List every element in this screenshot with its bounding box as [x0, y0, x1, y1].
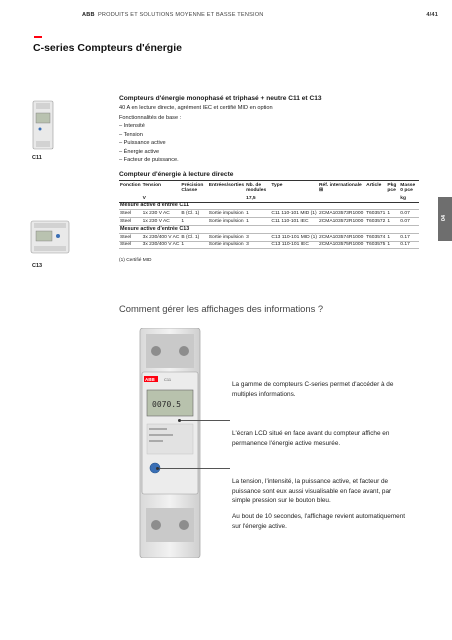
table-cell: C11 110-101 IEC [270, 218, 318, 226]
leader-dot-button [156, 467, 159, 470]
table-cell: T603575 [366, 242, 386, 248]
table-cell: T603572 [366, 218, 386, 224]
unit-cell [270, 195, 318, 202]
table-row [119, 233, 419, 241]
leader-line-button [158, 468, 230, 469]
function-item: – Intensité [119, 122, 419, 131]
section1-heading: Compteurs d'énergie monophasé et triphasé + neutre C11 et C13 [119, 95, 322, 102]
table-cell: Steel [119, 241, 142, 249]
col-header: Type [271, 182, 283, 188]
table-cell: 1 [180, 218, 207, 226]
col-header: Réf. internationale ⊞ [319, 182, 362, 194]
table-title: Compteur d'énergie à lecture directe [119, 171, 419, 181]
functions-list [119, 122, 419, 165]
unit-cell [318, 195, 365, 202]
unit-cell: kg [399, 195, 419, 202]
table-cell: C13 110-101 MID (1) [271, 234, 317, 240]
table-header-row [119, 182, 419, 195]
callout-range: La gamme de compteurs C-series permet d'accéder à de multiples informations. [232, 381, 394, 398]
title-accent-dash [34, 36, 42, 38]
table-cell: 2CMA103575R1000 [319, 242, 364, 248]
table-cell: B (Cl. 1) [180, 233, 207, 241]
table-cell: 1 [245, 210, 270, 218]
table-cell: T603574 [366, 234, 386, 240]
table-cell: 1 [180, 241, 207, 249]
table-cell: 3 [245, 241, 270, 249]
table-cell: 1 [386, 241, 399, 249]
unit-cell: V [142, 195, 181, 202]
product-description [119, 95, 419, 165]
table-cell: Sortie impulsion [208, 218, 244, 224]
table-group-row [119, 225, 419, 233]
col-header: Masse 0 pce [400, 182, 416, 194]
table-row [119, 218, 419, 226]
col-header: Précision Classe [181, 182, 204, 194]
table-row [119, 210, 419, 218]
unit-cell [365, 195, 386, 202]
table-cell: Sortie impulsion [208, 211, 244, 217]
table-cell: 1x 230 V AC [142, 218, 181, 226]
lcd-readout: 0070.5 [152, 400, 181, 409]
table-cell: C11 110-101 MID (1) [271, 211, 317, 217]
table-cell: Steel [119, 233, 142, 241]
table-cell: 0.07 [399, 210, 419, 218]
callout-button: La tension, l'intensité, la puissance active, et facteur de puissance sont eux aussi visualisable en face avant, par simple pression sur le bouton bleu. [232, 478, 392, 505]
unit-cell [180, 195, 207, 202]
unit-cell: 17,5 [245, 195, 270, 202]
table-footnote: (1) Certifié MID [119, 258, 152, 263]
table-cell: Sortie impulsion [208, 234, 244, 240]
leader-line-lcd [180, 420, 230, 421]
meter-illustration [120, 328, 220, 558]
units-row [119, 195, 419, 202]
col-header: Pkg pce [387, 182, 397, 194]
table-cell: T603571 [366, 211, 386, 217]
table-cell: 3x 230/400 V AC [142, 234, 180, 240]
page-number: 4/41 [426, 12, 438, 18]
table-cell: 3 [245, 233, 270, 241]
c13-label: C13 [32, 263, 43, 269]
callout-timeout: Au bout de 10 secondes, l'affichage revient automatiquement sur l'énergie active. [232, 513, 406, 530]
table-cell: 0.07 [399, 218, 419, 226]
table-cell: 1 [386, 210, 399, 218]
chapter-tab [438, 197, 452, 241]
chapter-number: 04 [441, 214, 448, 222]
table-group-row [119, 202, 419, 210]
table-cell: 1 [245, 218, 270, 226]
table-cell: 0.17 [399, 233, 419, 241]
function-item: – Facteur de puissance. [119, 156, 419, 165]
functions-title: Fonctionnalités de base : [119, 115, 182, 121]
device-model: C11 [164, 377, 172, 382]
function-item: – Puissance active [119, 139, 419, 148]
table-cell: 3x 230/400 V AC [142, 242, 180, 248]
table-cell: Sortie impulsion [208, 242, 244, 248]
col-header: Article [366, 182, 382, 188]
table-cell: 1x 230 V AC [142, 210, 181, 218]
table-cell: B (Cl. 1) [180, 210, 207, 218]
header-subtitle: PRODUITS ET SOLUTIONS MOYENNE ET BASSE TENSION [98, 12, 264, 18]
table-cell: 2CMA103573R1000 [319, 211, 364, 217]
table-cell: C13 110-101 IEC [270, 241, 318, 249]
c11-meter-image [32, 100, 54, 150]
group-label: Mesure active d'entrée C11 [119, 202, 419, 210]
c13-meter-image [30, 217, 70, 257]
page-title: C-series Compteurs d'énergie [33, 42, 182, 54]
col-header: Entrées/sorties [208, 182, 245, 188]
table-cell: 1 [386, 218, 399, 226]
c11-label: C11 [32, 155, 42, 161]
group-label: Mesure active d'entrée C13 [119, 225, 419, 233]
table-cell: 1 [386, 233, 399, 241]
unit-cell [119, 195, 142, 202]
table-cell: 2CMA103574R1000 [319, 234, 364, 240]
unit-cell [208, 195, 245, 202]
table-cell: 2CMA103572R1000 [319, 218, 364, 224]
table-cell: Steel [119, 210, 142, 218]
leader-dot-lcd [178, 419, 181, 422]
col-header: Fonction [120, 182, 141, 188]
page-header [0, 12, 452, 22]
table-cell: 0.17 [399, 241, 419, 249]
device-brand: ABB [145, 377, 155, 382]
col-header: Tension [142, 182, 162, 188]
section-question: Comment gérer les affichages des informations ? [119, 303, 324, 314]
table-cell: Steel [119, 218, 142, 226]
unit-cell [386, 195, 399, 202]
section1-subheading: 40 A en lecture directe, agrément IEC et certifié MID en option [119, 105, 273, 111]
spec-table [119, 182, 419, 249]
function-item: – Énergie active [119, 148, 419, 157]
callout-lcd: L'écran LCD situé en face avant du compteur affiche en permanence l'énergie active mesurée. [232, 430, 390, 447]
table-row [119, 241, 419, 249]
function-item: – Tension [119, 131, 419, 140]
col-header: Nb. de modules [246, 182, 267, 194]
header-brand: ABB [82, 12, 95, 18]
